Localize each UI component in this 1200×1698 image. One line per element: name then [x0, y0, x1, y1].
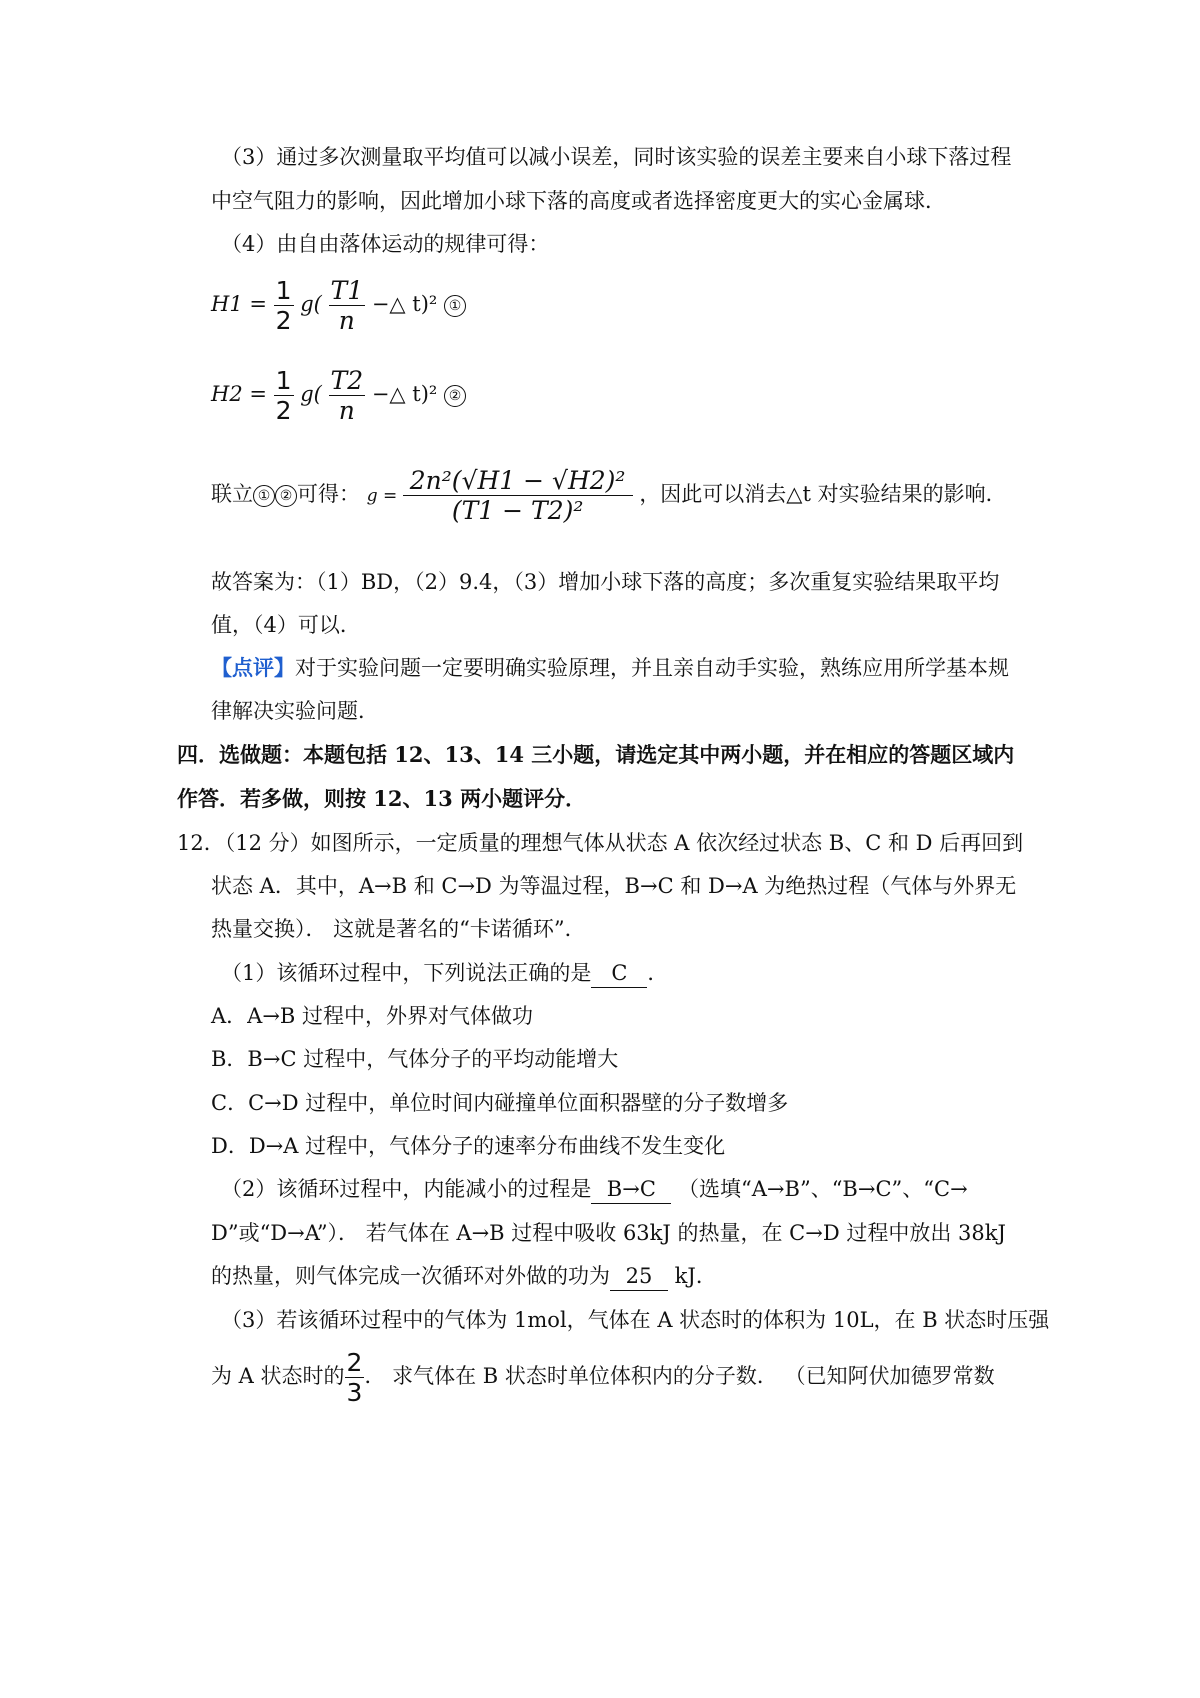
combine-num: 2n²(√H1 − √H2)²	[409, 466, 626, 495]
eq1-t-num: T1	[330, 276, 364, 305]
eq2-lhs: H2 =	[211, 382, 274, 406]
q12-part-2-line-3	[211, 1262, 1031, 1291]
q12-part-2-line-1	[221, 1175, 1041, 1204]
combine-g: g =	[366, 486, 403, 506]
q12-part-1-answer: C	[591, 959, 647, 988]
q12-line-3: 热量交换）． 这就是著名的“卡诺循环”．	[211, 917, 586, 941]
combine-mark-2: ②	[275, 485, 297, 507]
eq1-t-fraction	[329, 276, 366, 335]
paragraph-4: （4）由自由落体运动的规律可得：	[221, 232, 550, 256]
comment-line-1	[211, 654, 1031, 682]
eq1-half-fraction	[274, 276, 294, 335]
eq1-t-den: n	[329, 305, 366, 335]
option-b: B．B→C 过程中，气体分子的平均动能增大	[211, 1047, 619, 1071]
comment-tag: 【点评】	[211, 655, 295, 680]
eq2-t-fraction	[329, 366, 366, 425]
q12-part-2-line-2: D”或“D→A”）． 若气体在 A→B 过程中吸收 63kJ 的热量，在 C→D 过程中放出 38kJ	[211, 1221, 1006, 1245]
option-a: A．A→B 过程中，外界对气体做功	[211, 1004, 534, 1028]
q12-part-3-prefix: 为 A 状态时的	[211, 1364, 345, 1388]
answer-line-1: 故答案为：（1）BD，（2）9.4，（3）增加小球下落的高度；多次重复实验结果取平均	[211, 570, 1000, 594]
combine-den: (T1 − T2)²	[403, 495, 633, 525]
q12-part-3-line-1: （3）若该循环过程中的气体为 1mol，气体在 A 状态时的体积为 10L，在 B 状态时压强	[221, 1308, 1050, 1332]
comment-line-2: 律解决实验问题．	[211, 699, 379, 723]
q12-part-3-line-2	[211, 1348, 995, 1407]
combine-mid: 可得：	[297, 482, 360, 506]
q12-part-2-prompt: （2）该循环过程中，内能减小的过程是	[221, 1177, 592, 1201]
q12-part-3-frac-den: 3	[346, 1378, 363, 1407]
q12-part-3-suffix: ． 求气体在 B 状态时单位体积内的分子数． （已知阿伏加德罗常数	[364, 1364, 995, 1388]
q12-part-2-hint: （选填“A→B”、“B→C”、“C→	[671, 1177, 968, 1201]
q12-part-1-end: ．	[647, 961, 669, 985]
eq2-mark: ②	[444, 385, 466, 407]
answer-line-2: 值，（4）可以．	[211, 613, 361, 637]
equation-1	[211, 276, 466, 335]
combine-suffix: ，因此可以消去△t 对实验结果的影响．	[639, 482, 1007, 506]
paragraph-3-line-1: （3）通过多次测量取平均值可以减小误差，同时该实验的误差主要来自小球下落过程	[221, 145, 1012, 169]
eq2-half-fraction	[274, 366, 294, 425]
section-heading-line-1: 四．选做题：本题包括 12、13、14 三小题，请选定其中两小题，并在相应的答题区域内	[177, 742, 1015, 767]
eq2-t-num: T2	[330, 366, 364, 395]
option-c: C．C→D 过程中，单位时间内碰撞单位面积器壁的分子数增多	[211, 1091, 789, 1115]
q12-line-2: 状态 A．其中，A→B 和 C→D 为等温过程，B→C 和 D→A 为绝热过程（气体与外界无	[211, 874, 1017, 898]
comment-text: 对于实验问题一定要明确实验原理，并且亲自动手实验，熟练应用所学基本规	[295, 656, 1009, 680]
eq1-half-num: 1	[275, 276, 292, 305]
equation-2	[211, 366, 466, 425]
combined-equation	[211, 466, 1007, 525]
q12-part-1	[221, 959, 1041, 988]
eq2-g: g(	[300, 382, 322, 406]
eq2-half-den: 2	[275, 396, 292, 425]
eq1-g: g(	[300, 292, 322, 316]
q12-part-2-work-answer: 25	[610, 1262, 668, 1291]
eq1-lhs: H1 =	[211, 292, 274, 316]
q12-part-2-answer: B→C	[591, 1175, 671, 1204]
q12-line-1: 12．（12 分）如图所示，一定质量的理想气体从状态 A 依次经过状态 B、C 和 D 后再回到	[177, 831, 1024, 855]
section-heading-line-2: 作答．若多做，则按 12、13 两小题评分．	[177, 786, 587, 811]
eq2-half-num: 1	[275, 366, 292, 395]
combine-mark-1: ①	[253, 485, 275, 507]
combine-fraction	[403, 466, 633, 525]
paragraph-3-line-2: 中空气阻力的影响，因此增加小球下落的高度或者选择密度更大的实心金属球．	[211, 189, 946, 213]
eq1-half-den: 2	[275, 306, 292, 335]
option-d: D．D→A 过程中，气体分子的速率分布曲线不发生变化	[211, 1134, 726, 1158]
q12-part-3-fraction	[345, 1348, 365, 1407]
combine-prefix: 联立	[211, 482, 253, 506]
q12-part-2-work-prompt: 的热量，则气体完成一次循环对外做的功为	[211, 1264, 610, 1288]
eq2-rest: −△ t)²	[371, 382, 438, 406]
eq2-t-den: n	[329, 395, 366, 425]
q12-part-1-prompt: （1）该循环过程中，下列说法正确的是	[221, 961, 592, 985]
q12-part-3-frac-num: 2	[346, 1348, 363, 1377]
eq1-mark: ①	[444, 295, 466, 317]
q12-part-2-unit: kJ．	[668, 1264, 717, 1288]
eq1-rest: −△ t)²	[371, 292, 438, 316]
